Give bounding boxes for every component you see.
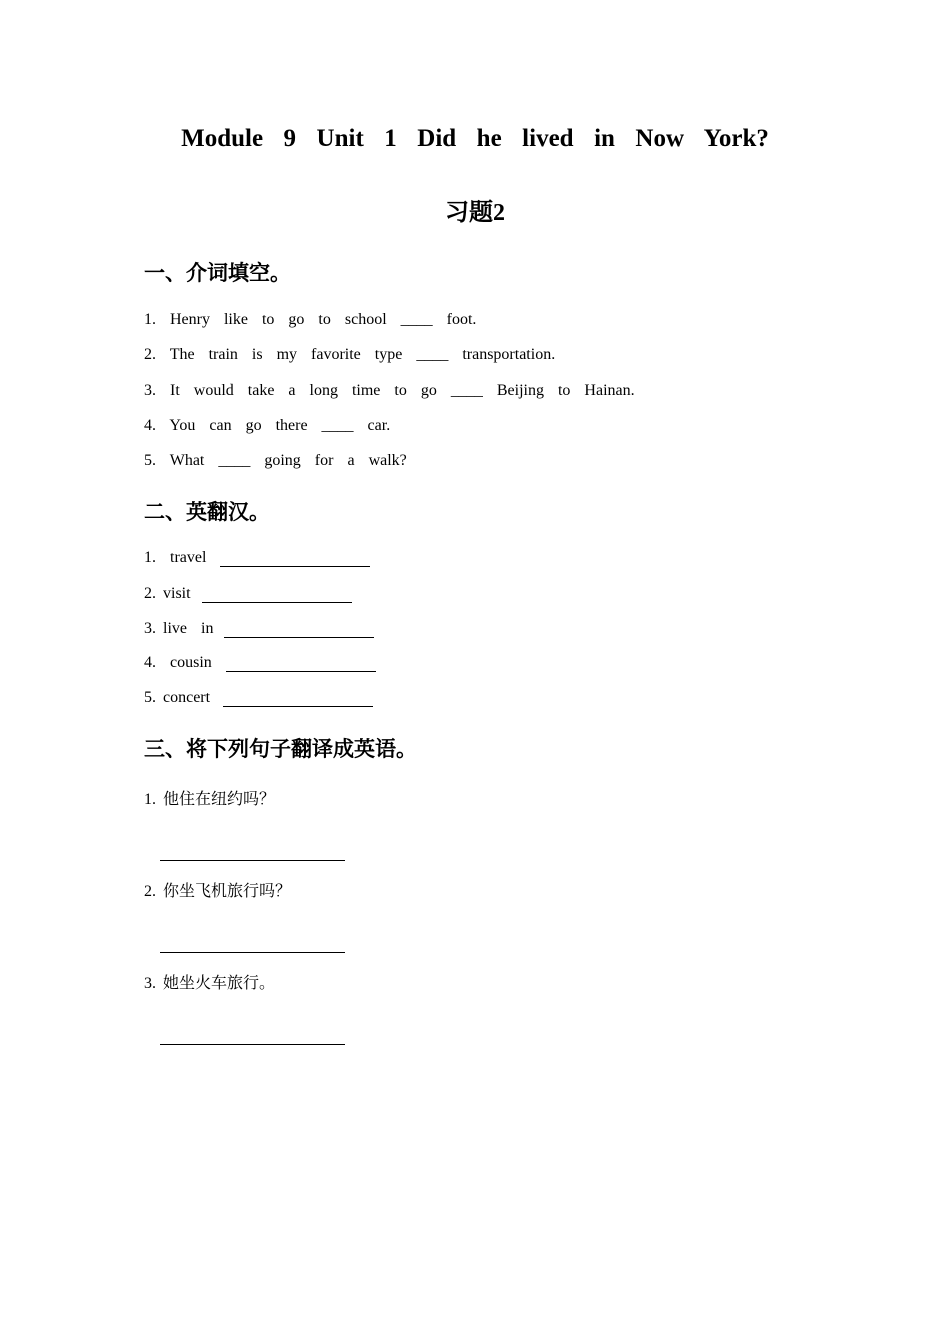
answer-line: [160, 860, 345, 861]
answer-line: [226, 671, 376, 672]
section-2-item: 4. cousin: [144, 654, 212, 671]
section-1-item: 1. Henry like to go to school ____ foot.: [144, 311, 477, 328]
page-subtitle: 习题2: [445, 200, 505, 226]
section-2-item: 1. travel: [144, 549, 207, 566]
section-3-item: 1. 他住在纽约吗？: [144, 791, 276, 808]
answer-line: [220, 566, 370, 567]
answer-line: [223, 706, 373, 707]
section-1-item: 5. What ____ going for a walk?: [144, 452, 407, 469]
section-3-heading: 三、将下列句子翻译成英语。: [144, 737, 417, 761]
section-1-heading: 一、介词填空。: [144, 261, 291, 285]
section-1-item: 4. You can go there ____ car.: [144, 417, 391, 434]
section-2-item: 3. live in: [144, 620, 214, 637]
answer-line: [160, 1044, 345, 1045]
section-3-item: 3. 她坐火车旅行。: [144, 975, 276, 992]
section-1-item: 2. The train is my favorite type ____ transportation.: [144, 346, 556, 363]
section-2-heading: 二、英翻汉。: [144, 500, 270, 524]
section-1-item: 3. It would take a long time to go ____ Beijing to Hainan.: [144, 382, 635, 399]
page-title: Module 9 Unit 1 Did he lived in Now York?: [181, 125, 769, 152]
answer-line: [202, 602, 352, 603]
answer-line: [224, 637, 374, 638]
section-3-item: 2. 你坐飞机旅行吗？: [144, 883, 292, 900]
section-2-item: 2. visit: [144, 585, 191, 602]
answer-line: [160, 952, 345, 953]
section-2-item: 5. concert: [144, 689, 211, 706]
